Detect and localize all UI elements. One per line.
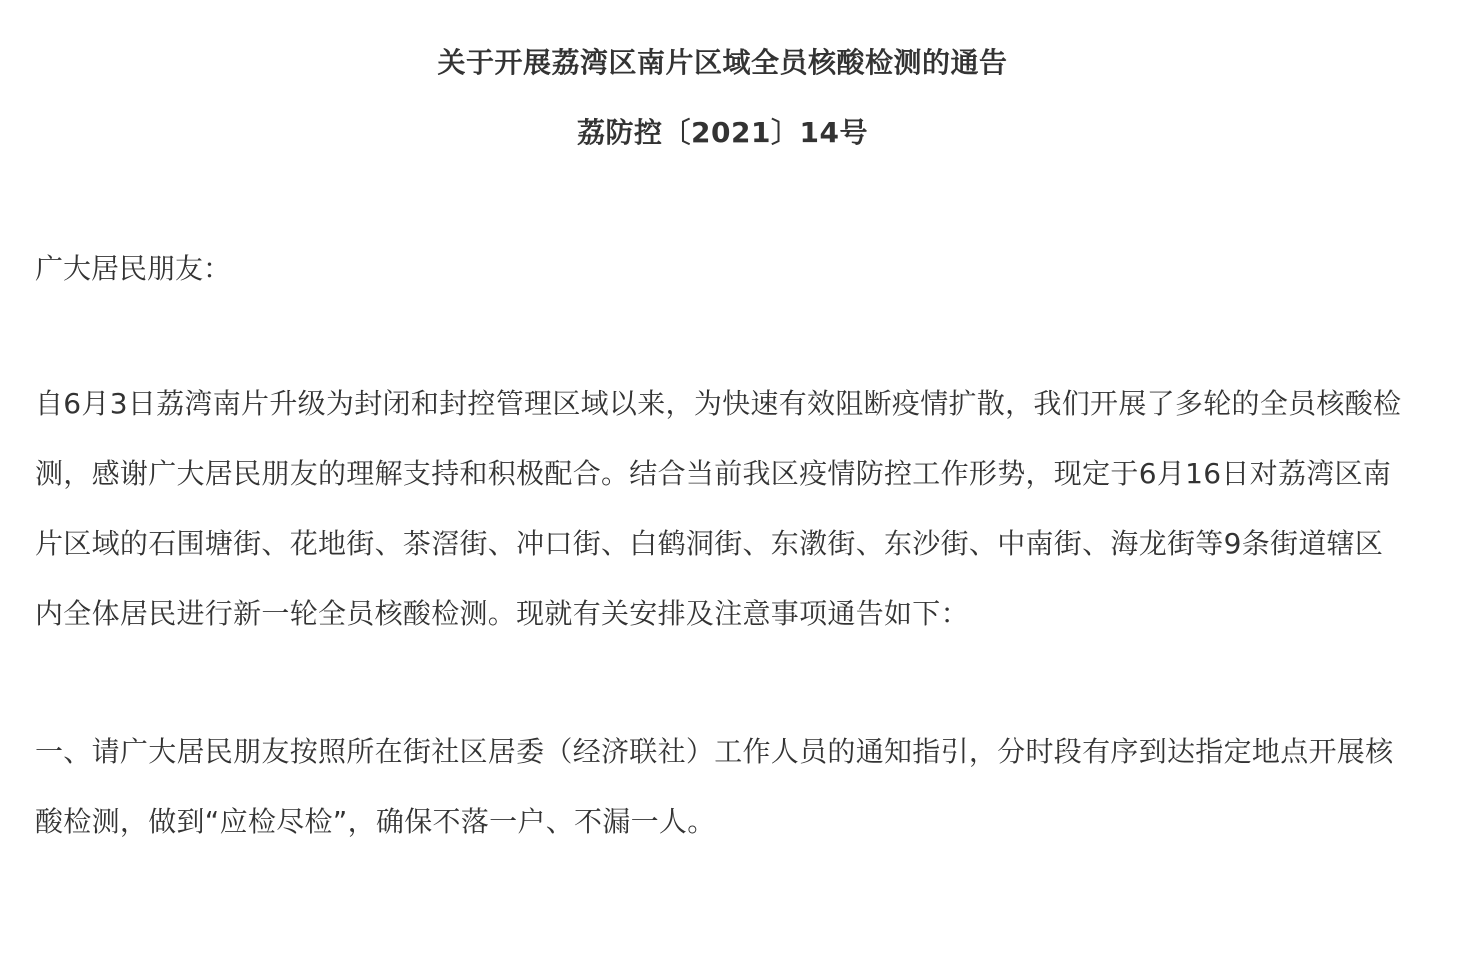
greeting: 广大居民朋友： <box>35 252 232 285</box>
paragraph-item-1: 一、请广大居民朋友按照所在街社区居委（经济联社）工作人员的通知指引，分时段有序到达指定地点开展核酸检测，做到“应检尽检”，确保不落一户、不漏一人。 <box>35 735 1394 838</box>
document-title: 关于开展荔湾区南片区域全员核酸检测的通告 <box>437 46 1008 79</box>
paragraph-intro: 自6月3日荔湾南片升级为封闭和封控管理区域以来，为快速有效阻断疫情扩散，我们开展了多轮的全员核酸检测，感谢广大居民朋友的理解支持和积极配合。结合当前我区疫情防控工作形势，现定于6月16日对荔湾区南片区域的石围塘街、花地街、茶滘街、冲口街、白鹤洞街、东漖街、东沙街、中南街、海龙街等9条街道辖区内全体居民进行新一轮全员核酸检测。现就有关安排及注意事项通告如下： <box>35 387 1402 630</box>
document-number: 荔防控〔2021〕14号 <box>577 116 868 149</box>
